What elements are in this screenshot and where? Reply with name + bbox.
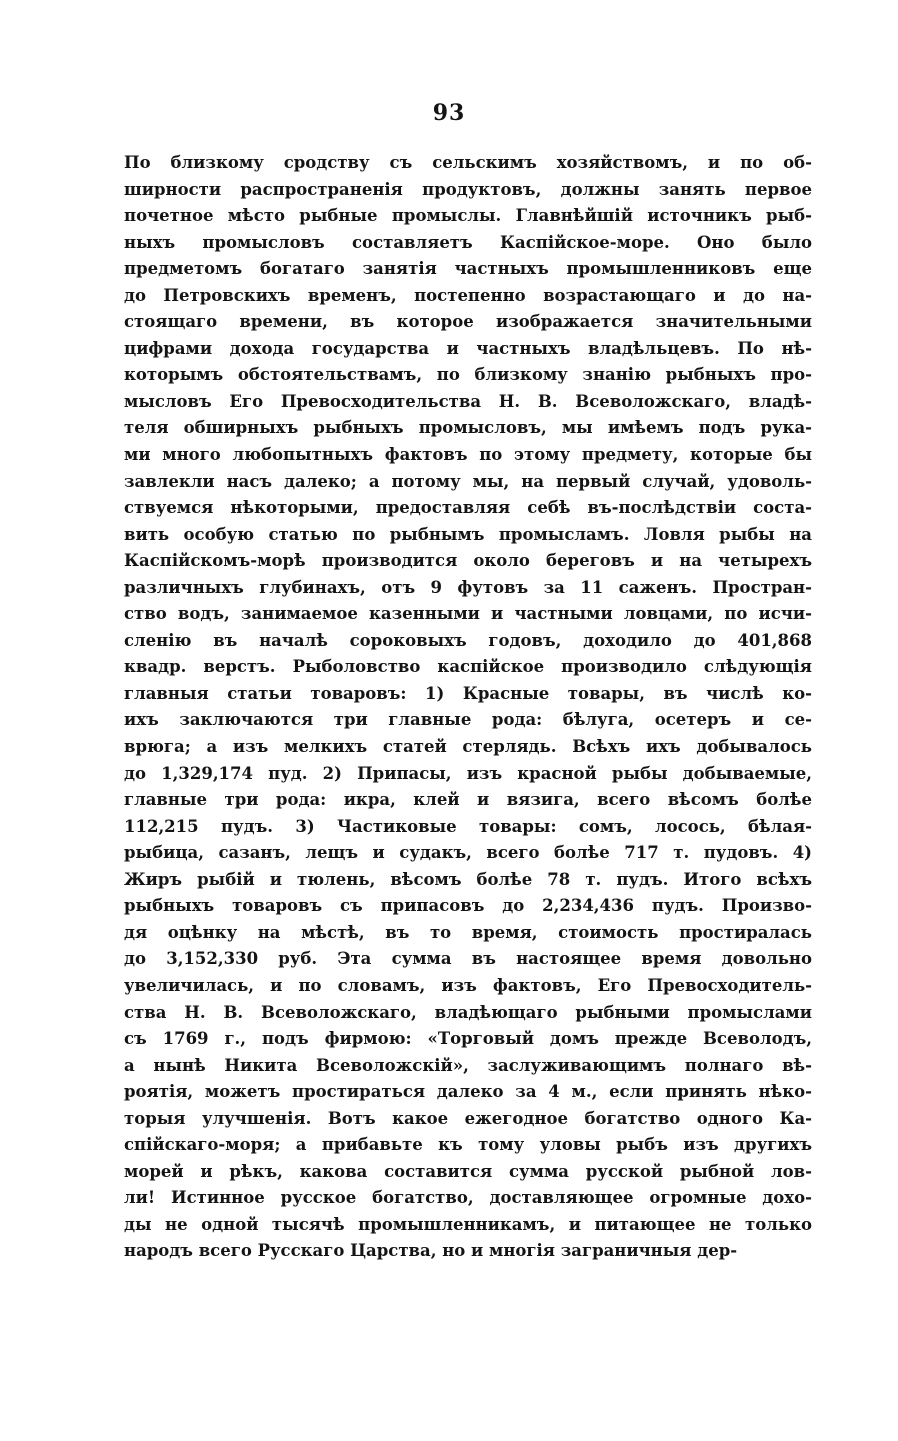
text-line-33: ства Н. В. Всеволожскаго, владѣющаго рыбными промыслами <box>124 1002 812 1022</box>
text-line-14: ствуемся нѣкоторыми, предоставляя себѣ въ-послѣдствіи соста- <box>124 498 812 518</box>
text-line-23: врюга; а изъ мелкихъ статей стерлядь. Всѣхъ ихъ добывалось <box>124 737 812 757</box>
text-line-40: ли! Истинное русское богатство, доставляющее огромные дохо- <box>124 1188 812 1208</box>
text-line-7: стоящаго времени, въ которое изображается значительными <box>124 312 812 332</box>
text-line-3: почетное мѣсто рыбные промыслы. Главнѣйшій источникъ рыб- <box>124 206 812 226</box>
text-line-1: По близкому сродству съ сельскимъ хозяйствомъ, и по об- <box>124 153 812 172</box>
text-line-10: мысловъ Его Превосходительства Н. В. Всеволожскаго, владѣ- <box>124 391 812 411</box>
text-line-9: которымъ обстоятельствамъ, по близкому знанію рыбныхъ про- <box>124 365 812 385</box>
text-line-24: до 1,329,174 пуд. 2) Припасы, изъ красной рыбы добываемые, <box>124 763 812 783</box>
text-line-20: квадр. верстъ. Рыболовство каспійское производило слѣдующія <box>124 657 812 677</box>
text-line-35: а нынѣ Никита Всеволожскій», заслуживающимъ полнаго вѣ- <box>124 1055 812 1075</box>
text-line-34: съ 1769 г., подъ фирмою: «Торговый домъ прежде Всеволодъ, <box>124 1029 812 1049</box>
text-line-27: рыбица, сазанъ, лещъ и судакъ, всего болѣе 717 т. пудовъ. 4) <box>124 843 812 863</box>
text-line-32: увеличилась, и по словамъ, изъ фактовъ, Его Превосходитель- <box>124 975 812 995</box>
text-line-21: главныя статьи товаровъ: 1) Красные товары, въ числѣ ко- <box>124 683 812 703</box>
text-line-38: спійскаго-моря; а прибавьте къ тому уловы рыбъ изъ другихъ <box>124 1135 812 1155</box>
text-line-18: ство водъ, занимаемое казенными и частными ловцами, по исчи- <box>124 604 812 624</box>
text-line-12: ми много любопытныхъ фактовъ по этому предмету, которые бы <box>124 445 812 465</box>
text-line-19: сленію въ началѣ сороковыхъ годовъ, доходило до 401,868 <box>124 630 812 650</box>
text-line-26: 112,215 пудъ. 3) Частиковые товары: сомъ, лосось, бѣлая- <box>124 816 812 836</box>
text-line-22: ихъ заключаются три главные рода: бѣлуга, осетеръ и се- <box>124 710 812 730</box>
text-line-11: теля обширныхъ рыбныхъ промысловъ, мы имѣемъ подъ рука- <box>124 418 812 438</box>
text-line-6: до Петровскихъ временъ, постепенно возрастающаго и до на- <box>124 285 812 305</box>
page-number: 93 <box>432 100 466 126</box>
text-line-5: предметомъ богатаго занятія частныхъ промышленниковъ еще <box>124 259 812 279</box>
text-line-17: различныхъ глубинахъ, отъ 9 футовъ за 11 саженъ. Простран- <box>124 577 812 597</box>
text-line-39: морей и рѣкъ, какова составится сумма русской рыбной лов- <box>124 1161 812 1181</box>
text-line-36: роятія, можетъ простираться далеко за 4 м., если принять нѣко- <box>124 1082 812 1102</box>
page-body-text <box>124 150 812 1265</box>
text-line-42: народъ всего Русскаго Царства, но и многія заграничныя дер- <box>124 1241 738 1261</box>
text-line-28: Жиръ рыбій и тюлень, вѣсомъ болѣе 78 т. пудъ. Итого всѣхъ <box>124 869 812 889</box>
text-line-2: ширности распространенія продуктовъ, должны занять первое <box>124 179 812 199</box>
text-line-30: дя оцѣнку на мѣстѣ, въ то время, стоимость простиралась <box>124 922 812 942</box>
text-line-37: торыя улучшенія. Вотъ какое ежегодное богатство одного Ка- <box>124 1108 812 1128</box>
text-line-31: до 3,152,330 руб. Эта сумма въ настоящее время довольно <box>124 949 812 969</box>
text-line-41: ды не одной тысячѣ промышленникамъ, и питающее не только <box>124 1214 812 1234</box>
text-line-16: Каспійскомъ-морѣ производится около береговъ и на четырехъ <box>124 551 812 571</box>
text-line-25: главные три рода: икра, клей и вязига, всего вѣсомъ болѣе <box>124 790 812 810</box>
text-line-15: вить особую статью по рыбнымъ промысламъ. Ловля рыбы на <box>124 524 812 544</box>
text-line-29: рыбныхъ товаровъ съ припасовъ до 2,234,436 пудъ. Произво- <box>124 896 812 916</box>
text-line-13: завлекли насъ далеко; а потому мы, на первый случай, удоволь- <box>124 471 812 491</box>
text-line-4: ныхъ промысловъ составляетъ Каспійское-море. Оно было <box>124 232 812 252</box>
text-line-8: цифрами дохода государства и частныхъ владѣльцевъ. По нѣ- <box>124 338 812 358</box>
